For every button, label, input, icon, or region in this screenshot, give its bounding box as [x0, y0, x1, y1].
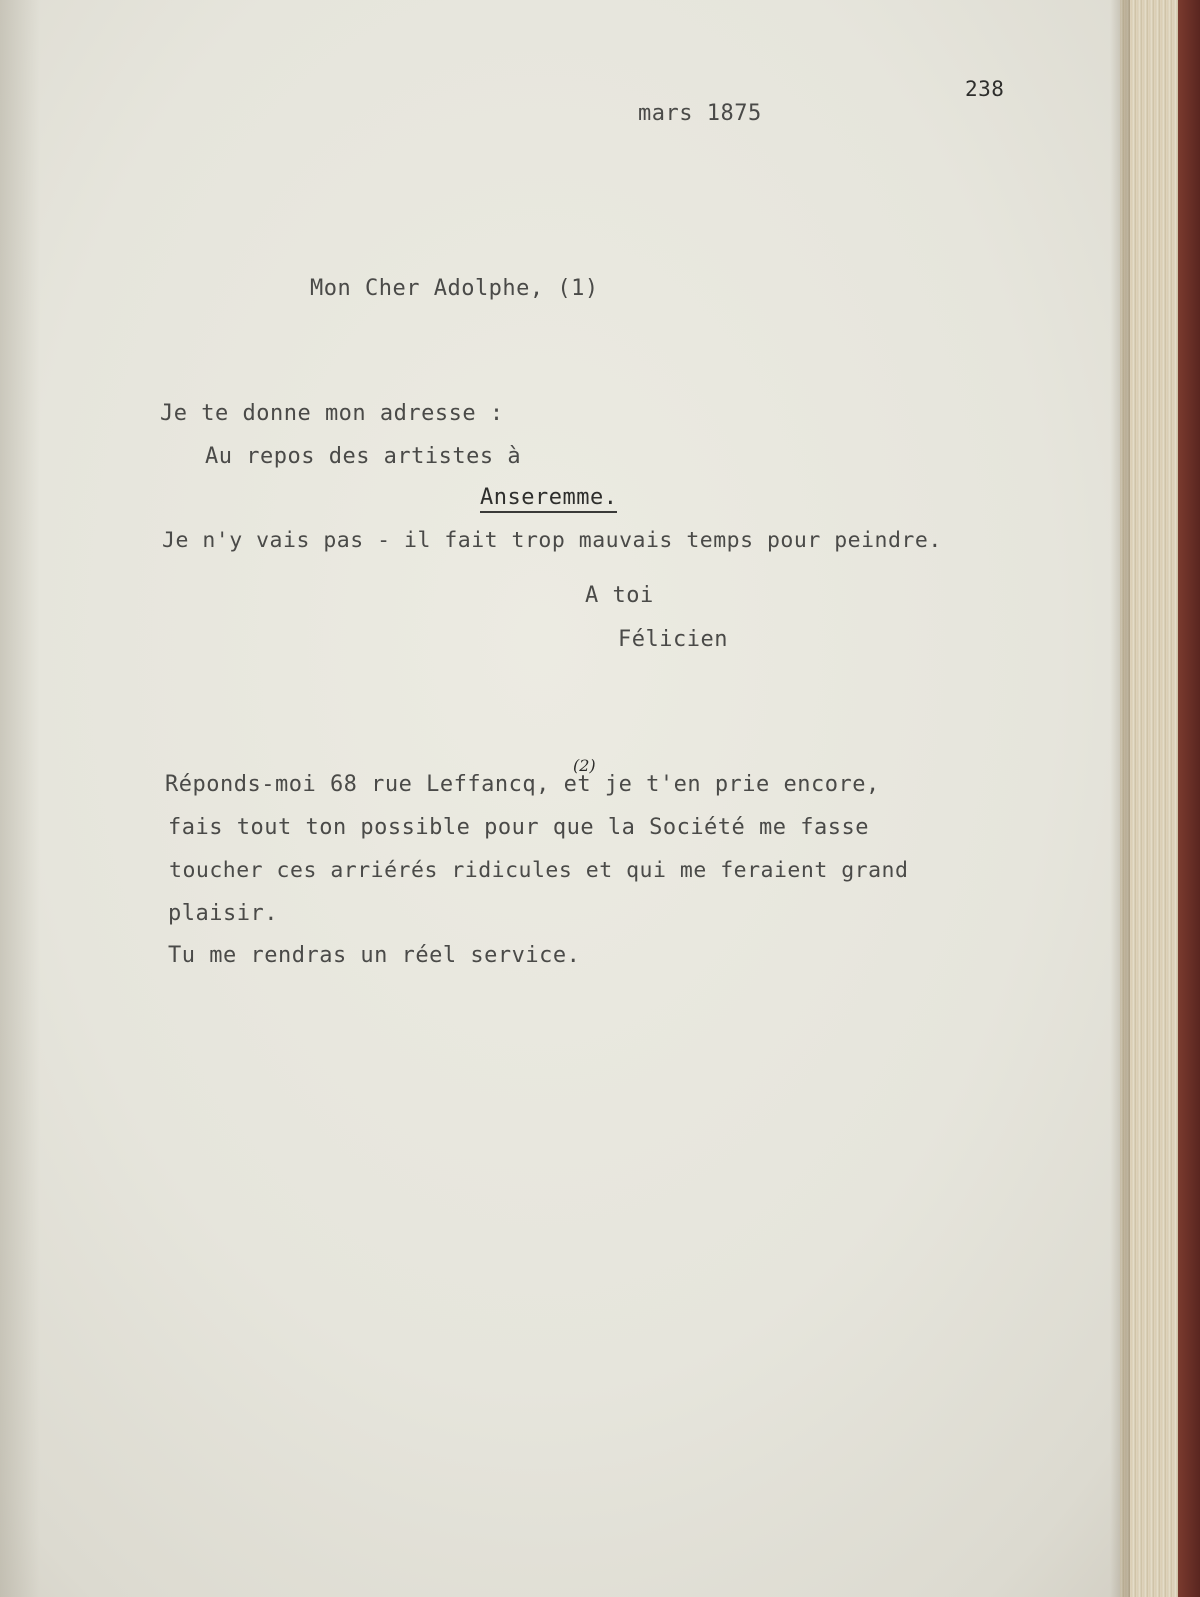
postscript-line-4: plaisir.	[168, 901, 278, 926]
book-cover-edge	[1178, 0, 1200, 1597]
letter-line-weather: Je n'y vais pas - il fait trop mauvais temps pour peindre.	[162, 528, 942, 553]
letter-closing: A toi	[585, 583, 654, 608]
postscript-line-3: toucher ces arriérés ridicules et qui me feraient grand	[169, 858, 909, 883]
page-number: 238	[965, 77, 1005, 101]
page-gutter-shadow	[0, 0, 40, 1597]
letter-line-address-intro: Je te donne mon adresse :	[160, 401, 504, 426]
postscript-line-5: Tu me rendras un réel service.	[168, 943, 581, 968]
postscript-line-1-start: Réponds-moi 68 rue Leffancq,	[165, 772, 550, 797]
postscript-line-1	[165, 772, 880, 797]
letter-line-address: Au repos des artistes à	[205, 444, 522, 469]
page-edge-shadow	[1110, 0, 1130, 1597]
letter-line-town: Anseremme.	[480, 485, 617, 513]
postscript-line-2: fais tout ton possible pour que la Société me fasse	[168, 815, 870, 840]
letter-signature: Félicien	[618, 627, 728, 652]
letter-date: mars 1875	[638, 101, 762, 126]
postscript-line-1-end: et je t'en prie encore,	[549, 772, 880, 797]
footnote-mark-handwritten: (2)	[573, 756, 596, 775]
salutation: Mon Cher Adolphe, (1)	[310, 276, 599, 301]
